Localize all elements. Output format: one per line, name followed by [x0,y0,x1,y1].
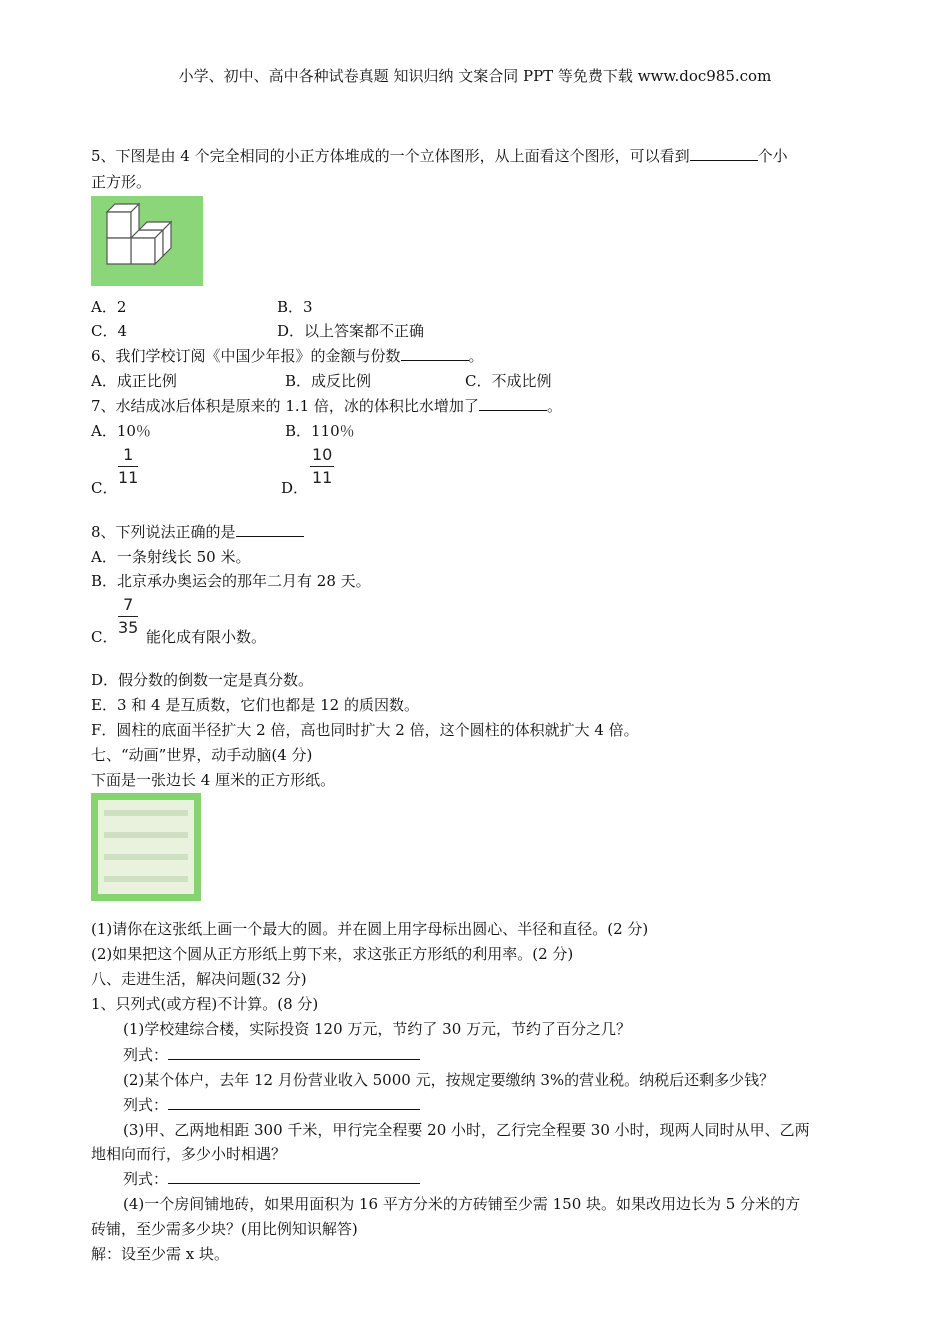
section-7-intro: 下面是一张边长 4 厘米的正方形纸。 [91,771,336,789]
q7-option-d-fraction [310,446,334,487]
q6-option-c: C．不成比例 [465,372,552,390]
fraction-numerator: 1 [118,446,138,467]
s8-formula-line-1: 列式： [123,1045,420,1065]
square-paper-figure [91,793,201,901]
fraction-numerator: 10 [310,446,334,467]
formula-answer-line[interactable] [168,1045,420,1060]
s8-question-4-line1: (4)一个房间铺地砖，如果用面积为 16 平方分米的方砖铺至少需 150 块。如果改用边长为 5 分米的方 [123,1195,801,1213]
section-7-part-2: (2)如果把这个圆从正方形纸上剪下来，求这张正方形纸的利用率。(2 分) [91,945,574,963]
q7-option-c-fraction [118,446,138,487]
q8-option-c-label: C． [91,628,118,646]
answer-blank[interactable] [236,522,304,537]
formula-answer-line[interactable] [168,1169,420,1184]
q8-option-c-fraction [118,596,138,637]
fraction-denominator: 11 [312,468,333,487]
s8-formula-line-2: 列式： [123,1095,420,1115]
square-paper [98,800,194,894]
s8-question-2: (2)某个体户，去年 12 月份营业收入 5000 元，按规定要缴纳 3%的营业税。纳税后还剩多少钱？ [123,1071,775,1089]
q8-option-a: A．一条射线长 50 米。 [91,548,251,566]
q7-option-b: B．110％ [285,422,355,440]
section-7-title: 七、“动画”世界，动手动脑(4 分) [91,746,313,764]
page-header: 小学、初中、高中各种试卷真题 知识归纳 文案合同 PPT 等免费下载 www.doc985.com [178,67,772,85]
s8-question-3-line1: (3)甲、乙两地相距 300 千米，甲行完全程要 20 小时，乙行完全程要 30 小时，现两人同时从甲、乙两 [123,1121,810,1139]
q5-option-d: D．以上答案都不正确 [277,322,425,340]
answer-blank[interactable] [401,346,469,361]
q8-option-b: B．北京承办奥运会的那年二月有 28 天。 [91,572,371,590]
cube-stack-drawing [91,196,203,286]
q5-option-a: A．2 [91,298,127,316]
q6-option-a: A．成正比例 [91,372,177,390]
q7-option-d-label: D． [281,479,309,497]
s8-question-3-line2: 地相向而行，多少小时相遇？ [91,1145,287,1163]
fraction-denominator: 11 [118,468,139,487]
q5-option-c: C．4 [91,322,128,340]
q6-option-b: B．成反比例 [285,372,372,390]
fraction-numerator: 7 [118,596,138,617]
q5-stem: 5、下图是由 4 个完全相同的小正方体堆成的一个立体图形，从上面看这个图形，可以看到 个小 [91,147,788,165]
answer-blank[interactable] [690,146,758,161]
q8-option-f: F．圆柱的底面半径扩大 2 倍，高也同时扩大 2 倍，这个圆柱的体积就扩大 4 倍。 [91,721,639,739]
section-8-sub-1: 1、只列式(或方程)不计算。(8 分) [91,995,319,1013]
q8-option-d: D．假分数的倒数一定是真分数。 [91,671,314,689]
s8-solution-start: 解：设至少需 x 块。 [91,1245,229,1263]
q5-option-b: B．3 [277,298,313,316]
q8-option-c-text: 能化成有限小数。 [146,628,267,646]
q8-option-e: E．3 和 4 是互质数，它们也都是 12 的质因数。 [91,696,419,714]
answer-blank[interactable] [479,396,547,411]
q5-stem-line2: 正方形。 [91,173,152,191]
s8-question-4-line2: 砖铺，至少需多少块？(用比例知识解答) [91,1220,358,1238]
s8-question-1: (1)学校建综合楼，实际投资 120 万元，节约了 30 万元，节约了百分之几？ [123,1020,632,1038]
section-7-part-1: (1)请你在这张纸上画一个最大的圆。并在圆上用字母标出圆心、半径和直径。(2 分) [91,920,649,938]
q7-option-c-label: C． [91,479,118,497]
s8-formula-line-3: 列式： [123,1169,420,1189]
section-8-title: 八、走进生活，解决问题(32 分) [91,970,307,988]
q8-stem: 8、下列说法正确的是 [91,522,304,542]
q7-option-a: A．10％ [91,422,151,440]
q7-stem: 7、水结成冰后体积是原来的 1.1 倍，冰的体积比水增加了 。 [91,397,562,415]
formula-answer-line[interactable] [168,1095,420,1110]
fraction-denominator: 35 [118,618,139,637]
cube-stack-figure [91,196,203,286]
q6-stem: 6、我们学校订阅《中国少年报》的金额与份数 。 [91,347,484,365]
